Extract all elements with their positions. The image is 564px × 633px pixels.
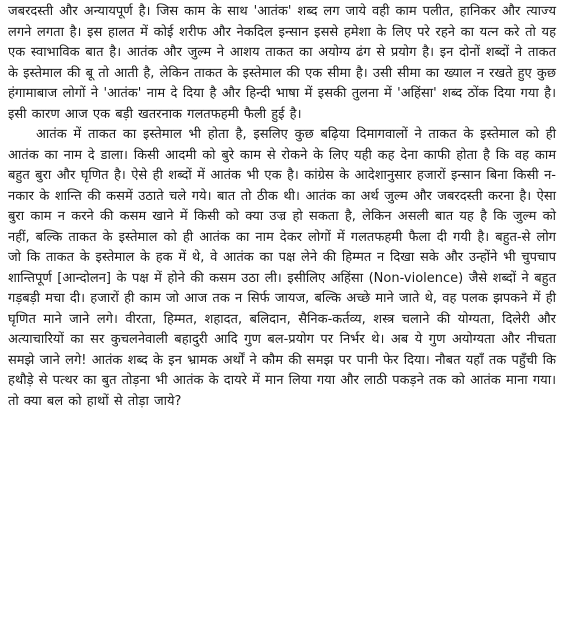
paragraph-2: आतंक में ताकत का इस्तेमाल भी होता है, इसलिए कुछ बढ़िया दिमागवालों ने ताकत के इस्तेमाल को ही आतंक का नाम दे डाला। किसी आदमी को बुरे काम से रोकने के लिए यही कह देना काफी होता है कि वह काम बहुत बुरा और घृणित है। ऐसे ही शब्दों में आतंक भी एक है। कांग्रेस के आदेशानुसार हजारों इन्सान बिना किसी न-नकार के शान्ति की कसमें उठाते चले गये। बात तो ठीक थी। आतंक का अर्थ जुल्म और जबरदस्ती करना है। ऐसा बुरा काम न करने की कसम खाने में किसी को क्या उज्र हो सकता है, लेकिन असली बात यह है कि जुल्म को नहीं, बल्कि ताकत के इस्तेमाल को ही आतंक का नाम देकर लोगों में गलतफहमी फैला दी गयी है। बहुत-से लोग जो कि ताकत के इस्तेमाल के हक में थे, वे आतंक का पक्ष लेने की हिम्मत न दिखा सके और उन्होंने भी चुपचाप शान्तिपूर्ण [आन्दोलन] के पक्ष में होने की कसम उठा ली। इसीलिए अहिंसा (Non-violence) जैसे शब्दों ने बहुत गड़बड़ी मचा दी। हजारों ही काम जो आज तक न सिर्फ जायज, बल्कि अच्छे माने जाते थे, वह पलक झपकने में ही घृणित माने जाने लगे। वीरता, हिम्मत, शहादत, बलिदान, सैनिक-कर्तव्य, शस्त्र चलाने की योग्यता, दिलेरी और अत्याचारियों का सर कुचलनेवाली बहादुरी आदि गुण बल-प्रयोग पर निर्भर थे। अब ये गुण अयोग्यता और नीचता समझे जाने लगे! आतंक शब्द के इन भ्रामक अर्थों ने कौम की समझ पर पानी फेर दिया। नौबत यहाँ तक पहुँची कि हथौड़े से पत्थर का बुत तोड़ना भी आतंक के दायरे में मान लिया गया और लाठी पकड़ने तक को आतंक माना गया। तो क्या बल को हाथों से तोड़ा जाये?: [8, 127, 556, 409]
paragraph-1: जबरदस्ती और अन्यायपूर्ण है। जिस काम के साथ 'आतंक' शब्द लग जाये वही काम पलीत, हानिकर और त्याज्य लगने लगता है। इस हालत में कोई शरीफ और नेकदिल इन्सान इससे हमेशा के लिए परे रहने का यत्न करे तो यह एक स्वाभाविक बात है। आतंक और जुल्म ने आशय ताकत का अयोग्य ढंग से प्रयोग है। इन दोनों शब्दों ने ताकत के इस्तेमाल की बू तो आती है, लेकिन ताकत के इस्तेमाल की एक सीमा है। उसी सीमा का ख्याल न रखते हुए कुछ हंगामाबाज लोगों ने 'आतंक' नाम दे दिया है और हिन्दी भाषा में इसकी तुलना में 'अहिंसा' शब्द ठोंक दिया गया है। इसी कारण आज एक बड़ी खतरनाक गलतफहमी फैली हुई है।: [8, 4, 556, 122]
